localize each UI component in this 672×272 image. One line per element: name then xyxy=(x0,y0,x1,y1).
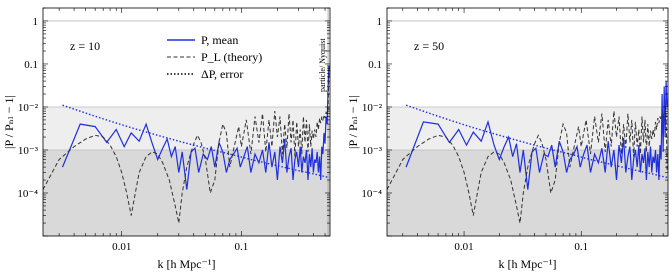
y-tick-label: 1 xyxy=(32,15,38,28)
y-tick-label: 10⁻² xyxy=(361,101,382,114)
chart-panel-2 xyxy=(346,8,668,271)
panel-z-label: z = 50 xyxy=(414,39,445,53)
x-axis-label: k [h Mpc⁻¹] xyxy=(498,257,557,271)
x-tick-label: 0.01 xyxy=(454,241,474,253)
shade-dark-region xyxy=(43,150,330,236)
y-tick-label: 10⁻³ xyxy=(361,144,382,157)
y-axis-label: |P / Pₙₗ − 1| xyxy=(2,95,16,149)
y-tick-label: 0.1 xyxy=(24,58,38,71)
legend-label: P_L (theory) xyxy=(201,50,263,64)
y-tick-label: 0.1 xyxy=(368,58,382,71)
legend-label: P, mean xyxy=(201,33,239,47)
x-tick-label: 0.01 xyxy=(112,241,132,253)
chart-panel-1 xyxy=(2,8,330,271)
shade-dark-region xyxy=(387,150,668,236)
x-tick-label: 0.1 xyxy=(234,241,249,253)
y-tick-label: 10⁻² xyxy=(17,101,38,114)
legend-label: ΔP, error xyxy=(201,67,244,81)
nyquist-label: particle/ Nyquist xyxy=(318,38,328,92)
panel-z-label: z = 10 xyxy=(70,39,101,53)
y-tick-label: 1 xyxy=(376,15,382,28)
y-tick-label: 10⁻⁴ xyxy=(361,187,382,200)
y-tick-label: 10⁻⁴ xyxy=(17,187,38,200)
x-tick-label: 0.1 xyxy=(574,241,589,253)
x-axis-label: k [h Mpc⁻¹] xyxy=(157,257,216,271)
y-axis-label: |P / Pₙₗ − 1| xyxy=(346,95,360,149)
y-tick-label: 10⁻³ xyxy=(17,144,38,157)
